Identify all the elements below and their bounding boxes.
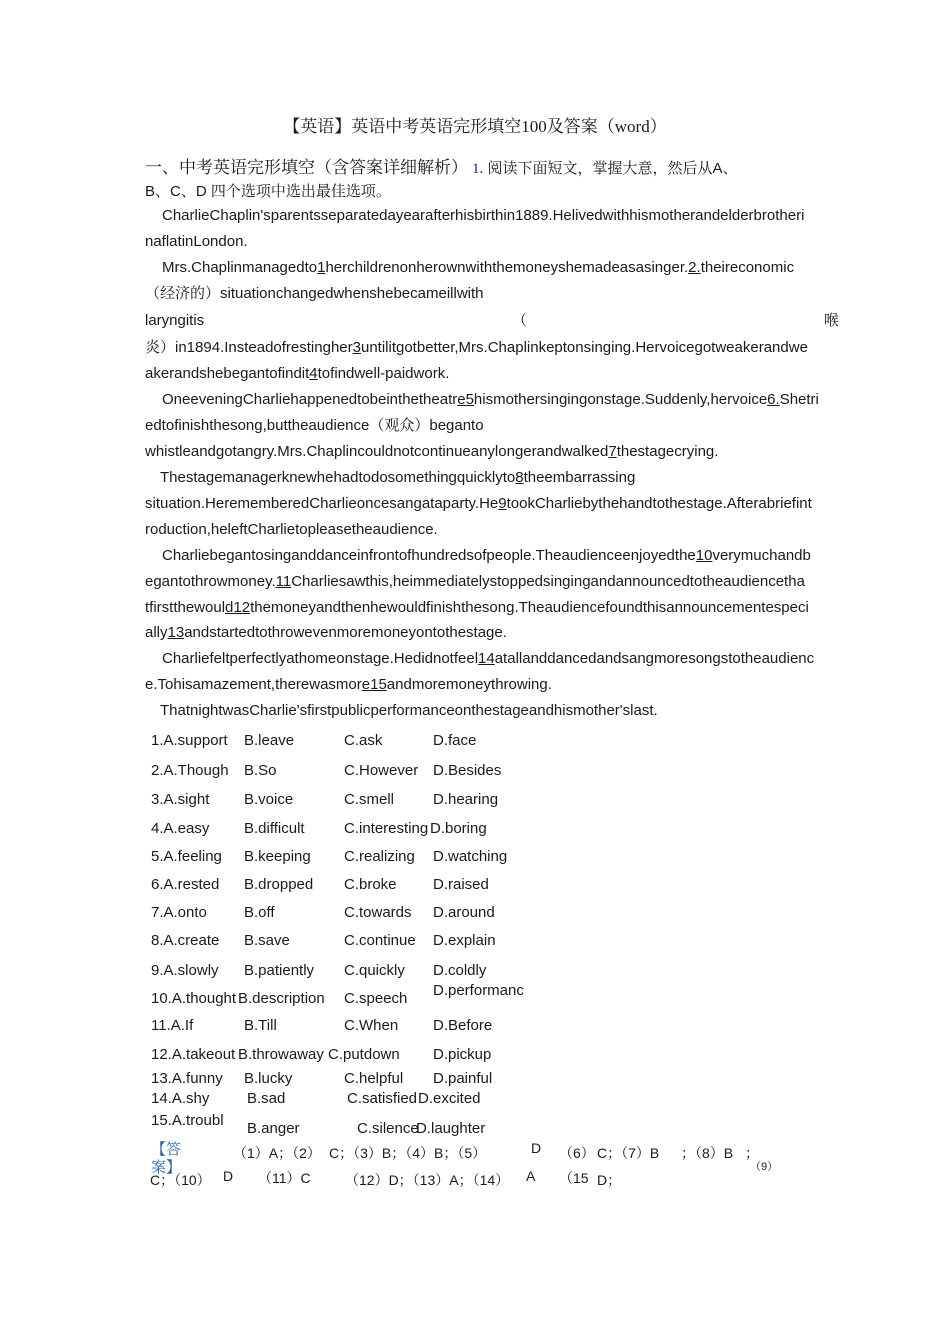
blank-4: 4 xyxy=(309,365,318,382)
passage-line: situation.HerememberedCharlieoncesangataparty.He9tookCharliebythehandtothestage.Afterabriefint xyxy=(145,495,812,512)
option-a: 7.A.onto xyxy=(151,904,207,921)
blank-8: 8 xyxy=(515,469,524,486)
option-c: C.broke xyxy=(344,876,397,893)
option-a: 10.A.thought xyxy=(151,990,237,1007)
blank-12: d12 xyxy=(225,599,251,616)
option-a: 2.A.Though xyxy=(151,762,229,779)
option-d: D.raised xyxy=(433,876,489,893)
blank-2: 2. xyxy=(688,259,701,276)
passage-line: roduction,heleftCharlietopleasetheaudience. xyxy=(145,521,438,538)
blank-1: 1 xyxy=(317,259,326,276)
passage-line: CharlieChaplin'sparentsseparatedayearafterhisbirthin1889.Helivedwithhismotherandelderbrotheri xyxy=(162,207,805,224)
page-title: 【英语】英语中考英语完形填空100及答案（word） xyxy=(283,117,667,136)
passage-line: ally13andstartedtothrowevenmoremoneyontothestage. xyxy=(145,624,507,641)
answer-text: C；（7）B xyxy=(597,1145,660,1161)
answer-row-1 xyxy=(145,1138,785,1176)
option-a: 5.A.feeling xyxy=(151,848,222,865)
passage-line: edtofinishthesong,buttheaudience（观众）beganto xyxy=(145,417,484,434)
option-b: B.description xyxy=(238,990,325,1007)
option-d: D.pickup xyxy=(433,1046,492,1063)
option-c: C.silence xyxy=(357,1120,419,1137)
option-d: D.painful xyxy=(433,1070,493,1087)
section-heading-line xyxy=(145,153,738,178)
option-d: D.watching xyxy=(433,848,508,865)
option-c: C.satisfied xyxy=(347,1090,418,1107)
blank-9: 9 xyxy=(498,495,507,512)
answer-text: C；（10） xyxy=(150,1172,211,1188)
option-c: C.realizing xyxy=(344,848,415,865)
option-d: D.boring xyxy=(430,820,487,837)
option-b: B.Till xyxy=(244,1017,277,1034)
option-d: D.explain xyxy=(433,932,496,949)
option-b: B.anger xyxy=(247,1120,300,1137)
option-c: C.interesting xyxy=(344,820,429,837)
answer-text: （6） xyxy=(559,1145,595,1161)
option-a: 15.A.troubl xyxy=(151,1112,224,1129)
answer-row-2 xyxy=(145,1166,785,1188)
blank-14: 14 xyxy=(478,650,495,667)
passage-line: laryngitis （ 喉 xyxy=(145,312,839,329)
answer-text: （9） xyxy=(750,1161,779,1173)
option-d: D.around xyxy=(433,904,495,921)
option-b: B.throwaway xyxy=(238,1046,324,1063)
option-d: D.face xyxy=(433,732,477,749)
passage-line: e.Tohisamazement,therewasmore15andmoremoneythrowing. xyxy=(145,676,552,693)
answer-text: A xyxy=(526,1168,536,1184)
blank-6: 6. xyxy=(767,391,780,408)
option-b: B.lucky xyxy=(244,1070,293,1087)
option-c: C.smell xyxy=(344,791,395,808)
answer-text: D xyxy=(531,1140,542,1156)
option-d: D.coldly xyxy=(433,962,487,979)
option-c: C.ask xyxy=(344,732,383,749)
option-a: 6.A.rested xyxy=(151,876,220,893)
option-a: 1.A.support xyxy=(151,732,228,749)
passage-line: （经济的）situationchangedwhenshebecameillwith xyxy=(145,285,484,302)
option-b: B.patiently xyxy=(244,962,315,979)
answer-text: C；（3）B；（4）B；（5） xyxy=(329,1145,487,1161)
option-b: B.voice xyxy=(244,791,294,808)
option-b: B.save xyxy=(244,932,290,949)
blank-10: 10 xyxy=(695,547,713,564)
passage-line: whistleandgotangry.Mrs.Chaplincouldnotcontinueanylongerandwalked7thestagecrying. xyxy=(145,443,719,460)
passage-line: naflatinLondon. xyxy=(145,233,248,250)
option-c: C.However xyxy=(344,762,419,779)
option-a: 13.A.funny xyxy=(151,1070,223,1087)
option-c: C.towards xyxy=(344,904,412,921)
passage-line: Thestagemanagerknewhehadtodosomethingquicklyto8theembarrassing xyxy=(160,469,636,486)
option-b: B.So xyxy=(244,762,277,779)
question-number: 1. xyxy=(472,161,484,177)
option-c: C.quickly xyxy=(344,962,405,979)
blank-15: e15 xyxy=(361,676,387,693)
blank-7: 7 xyxy=(608,443,617,460)
option-d: D.Besides xyxy=(433,762,502,779)
instruction-part-2: B、C、D 四个选项中选出最佳选项。 xyxy=(145,183,391,200)
option-a: 4.A.easy xyxy=(151,820,210,837)
passage-line: 炎）in1894.Insteadofrestingher3untilitgotbetter,Mrs.Chaplinkeptonsinging.Hervoicegotweakerandwe xyxy=(145,339,808,356)
blank-13: 13 xyxy=(167,624,185,641)
option-a: 9.A.slowly xyxy=(151,962,219,979)
passage-line: egantothrowmoney.11Charliesawthis,heimmediatelystoppedsingingandannouncedtotheaudiencetha xyxy=(145,573,805,590)
option-b: B.leave xyxy=(244,732,295,749)
answer-label-2: 案】 xyxy=(151,1159,182,1176)
answer-text: （11）C xyxy=(258,1170,311,1186)
passage-line: Charliebegantosinganddanceinfrontofhundredsofpeople.Theaudienceenjoyedthe10verymuchandb xyxy=(162,547,811,564)
option-a: 11.A.If xyxy=(151,1017,194,1034)
section-heading: 一、中考英语完形填空（含答案详细解析） xyxy=(145,158,468,177)
option-b: B.difficult xyxy=(244,820,305,837)
passage-line: OneeveningCharliehappenedtobeinthetheatre5hismothersingingonstage.Suddenly,hervoice6.Shetri xyxy=(162,391,819,408)
answer-text: （1）A；（2） xyxy=(233,1145,321,1161)
option-d: D.excited xyxy=(418,1090,481,1107)
blank-3: 3 xyxy=(352,339,361,356)
answer-text: （12）D；（13）A；（14） xyxy=(345,1172,510,1188)
option-c: C.When xyxy=(344,1017,399,1034)
option-a: 8.A.create xyxy=(151,932,220,949)
blank-11: 11 xyxy=(275,573,292,590)
option-d: D.hearing xyxy=(433,791,499,808)
passage-line: akerandshebegantofindit4tofindwell-paidwork. xyxy=(145,365,450,382)
answer-text: D； xyxy=(597,1172,622,1188)
passage-line: Mrs.Chaplinmanagedto1herchildrenonherownwiththemoneyshemadeasasinger.2.theireconomic xyxy=(162,259,795,276)
option-c: C.putdown xyxy=(328,1046,400,1063)
option-b: B.dropped xyxy=(244,876,314,893)
option-b: B.keeping xyxy=(244,848,311,865)
answer-text: ； xyxy=(745,1145,759,1161)
option-c: C.speech xyxy=(344,990,408,1007)
option-a: 12.A.takeout xyxy=(151,1046,236,1063)
answer-label: 【答 xyxy=(151,1141,182,1158)
instruction-part-1: 阅读下面短文，掌握大意，然后从A、 xyxy=(487,160,738,177)
option-d: D.Before xyxy=(433,1017,493,1034)
option-d: D.laughter xyxy=(416,1120,486,1137)
option-d: D.performanc xyxy=(433,982,524,999)
option-b: B.sad xyxy=(247,1090,286,1107)
option-b: B.off xyxy=(244,904,275,921)
answer-text: （15 xyxy=(559,1170,589,1186)
option-a: 3.A.sight xyxy=(151,791,210,808)
option-c: C.continue xyxy=(344,932,416,949)
passage-line: tfirstthewould12themoneyandthenhewouldfinishthesong.Theaudiencefoundthisannouncementespeci xyxy=(145,599,809,616)
blank-5: e5 xyxy=(457,391,474,408)
answer-text: D xyxy=(223,1168,234,1184)
option-a: 14.A.shy xyxy=(151,1090,210,1107)
answer-text: ；（8）B xyxy=(681,1145,734,1161)
passage-line: ThatnightwasCharlie'sfirstpublicperformanceonthestageandhismother'slast. xyxy=(160,702,658,719)
option-c: C.helpful xyxy=(344,1070,404,1087)
passage-line: Charliefeltperfectlyathomeonstage.Hedidnotfeel14atallanddancedandsangmoresongstotheaudienc xyxy=(162,650,815,667)
